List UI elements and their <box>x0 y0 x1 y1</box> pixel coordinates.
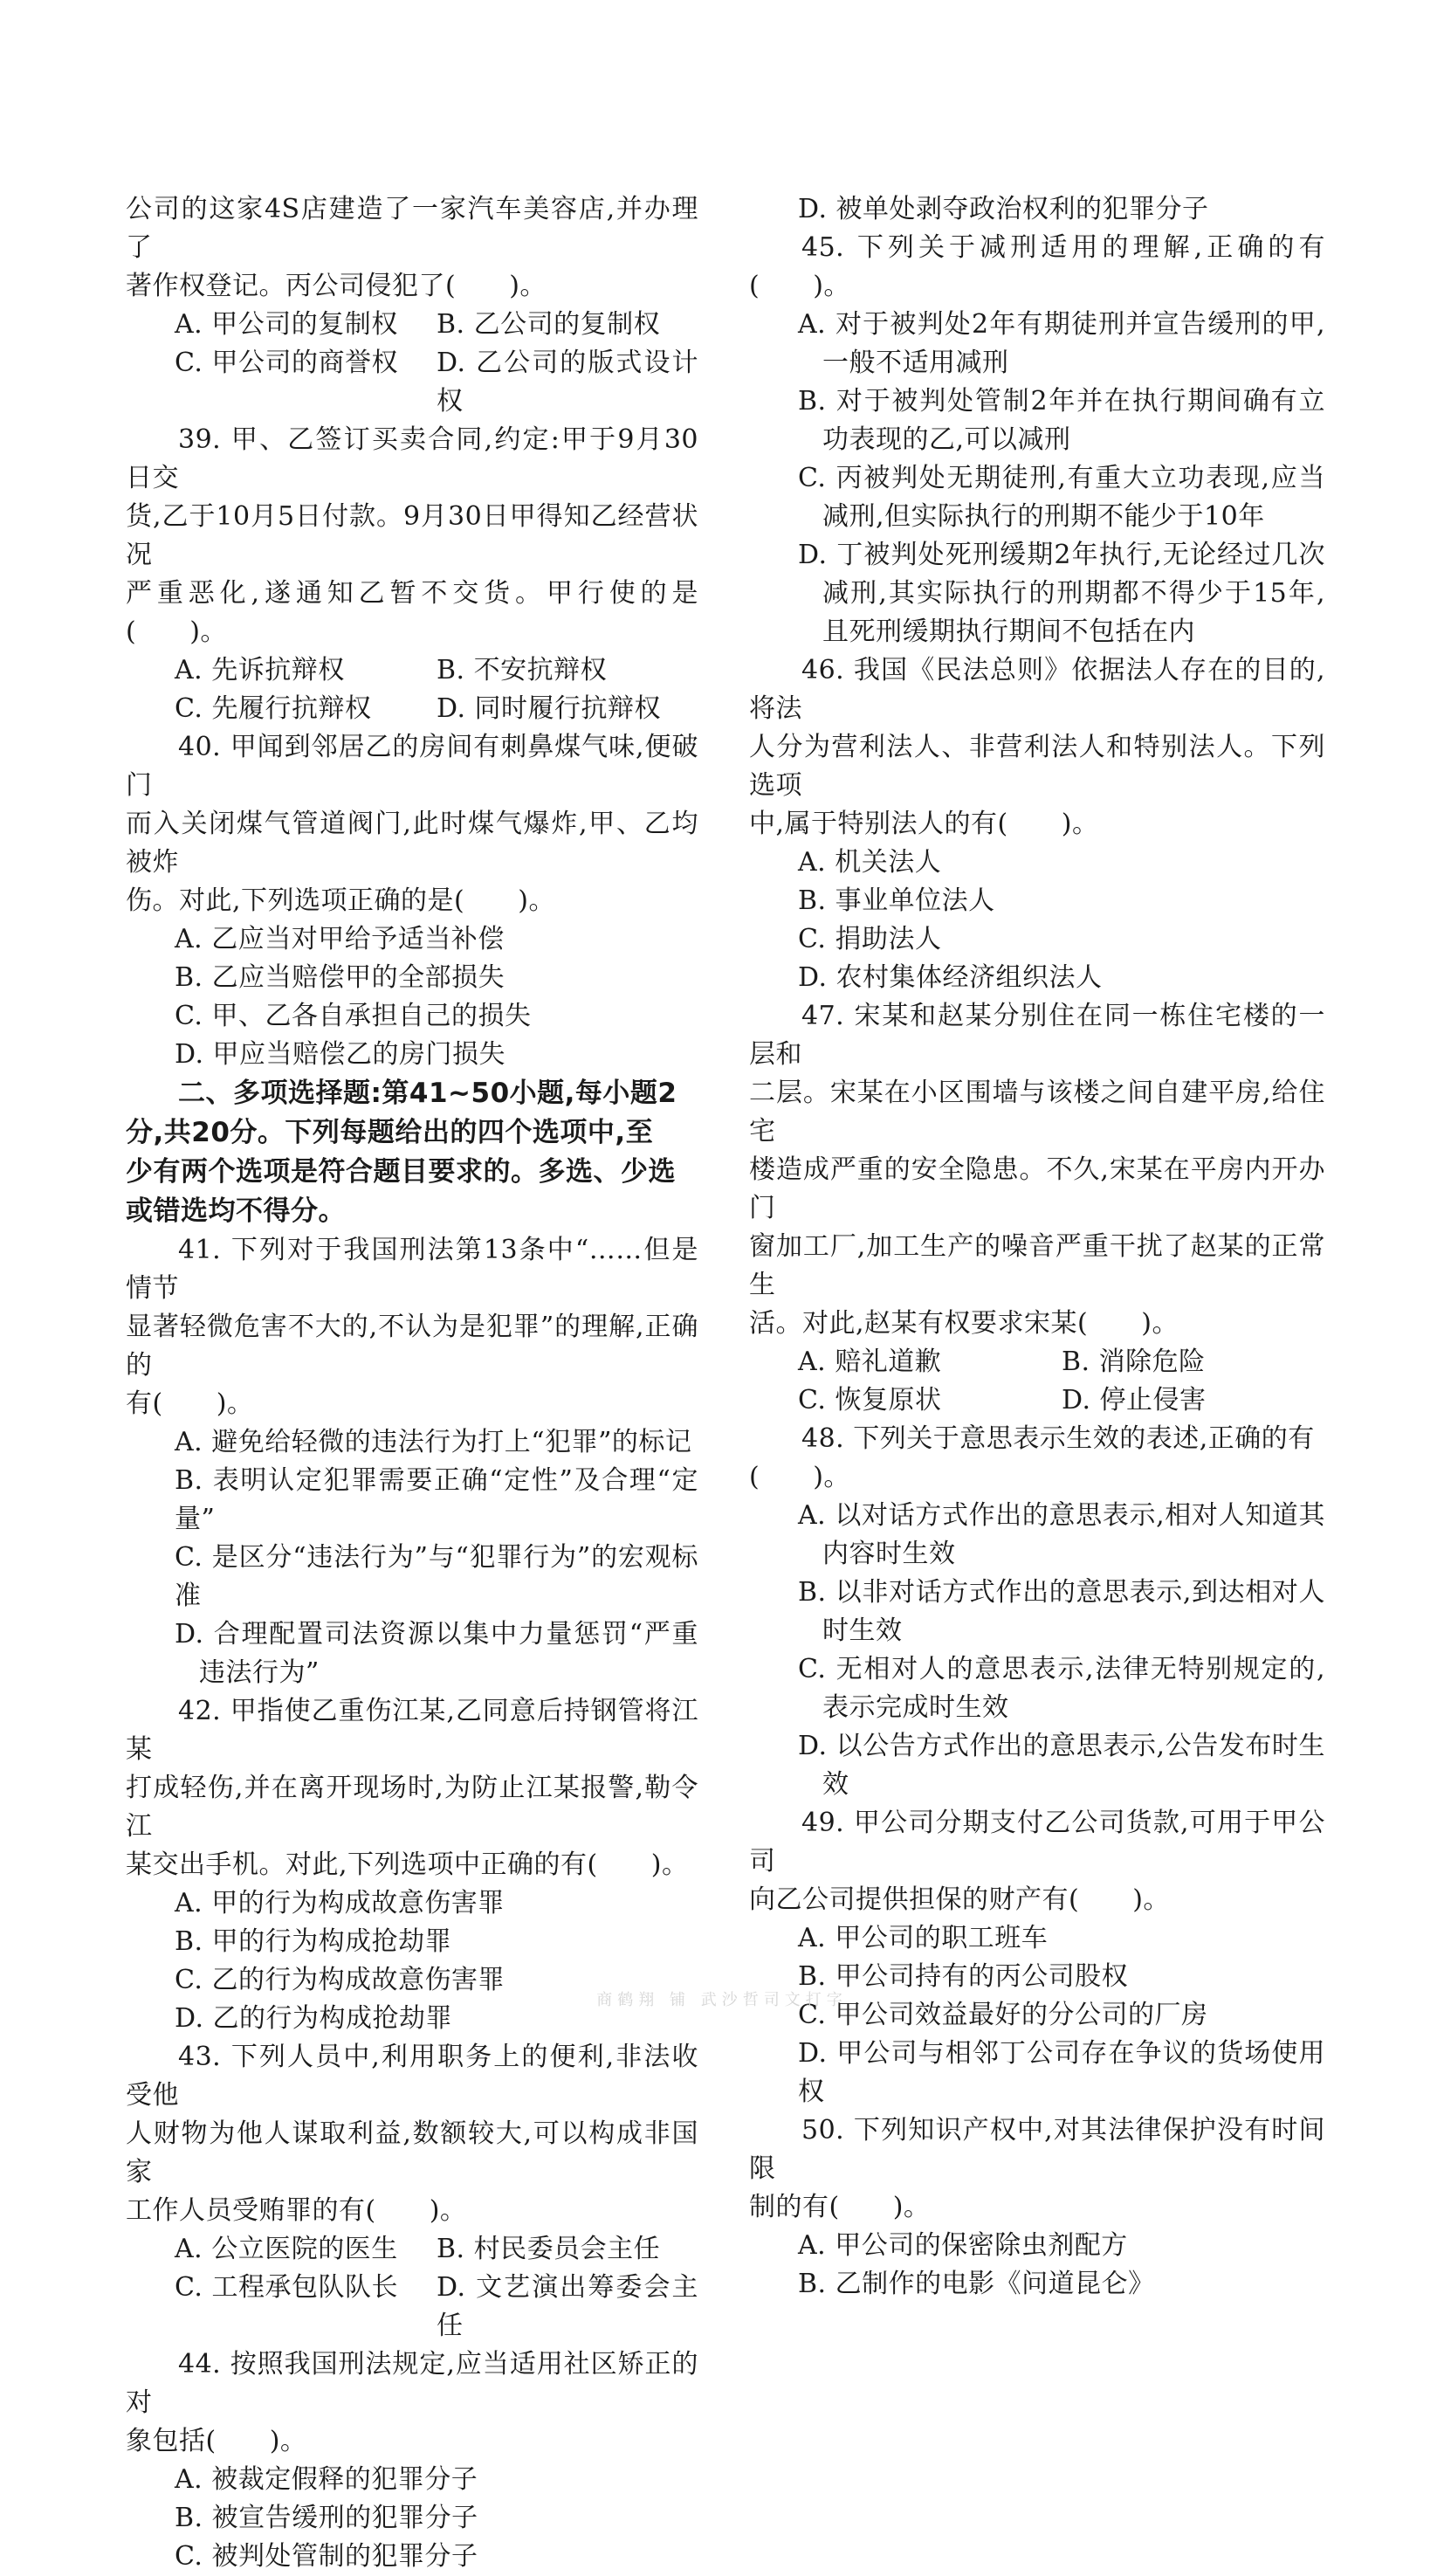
q47-option-c: C. 恢复原状 <box>798 1385 942 1415</box>
q43-line-2: 人财物为他人谋取利益,数额较大,可以构成非国家 <box>126 2118 698 2187</box>
q45-option-c: C. 丙被判处无期徒刑,有重大立功表现,应当减刑,但实际执行的刑期不能少于10年 <box>798 463 1325 532</box>
q39-option-c: C. 先履行抗辩权 <box>175 693 372 724</box>
q48-option-b: B. 以非对话方式作出的意思表示,到达相对人时生效 <box>798 1577 1325 1646</box>
q43-line-1: 43. 下列人员中,利用职务上的便利,非法收受他 <box>126 2042 698 2111</box>
q49-option-c: C. 甲公司效益最好的分公司的厂房 <box>798 2000 1208 2030</box>
q44-option-b: B. 被宣告缓刑的犯罪分子 <box>175 2503 478 2533</box>
q48-line-1: 48. 下列关于意思表示生效的表述,正确的有 <box>801 1423 1315 1454</box>
q44-option-c: C. 被判处管制的犯罪分子 <box>175 2541 478 2572</box>
q48-option-a: A. 以对话方式作出的意思表示,相对人知道其内容时生效 <box>798 1500 1325 1569</box>
q47-option-a: A. 赔礼道歉 <box>798 1347 942 1377</box>
q46-line-1: 46. 我国《民法总则》依据法人存在的目的,将法 <box>749 655 1325 724</box>
q38-options <box>126 306 698 421</box>
q40-option-b: B. 乙应当赔偿甲的全部损失 <box>175 962 505 993</box>
q40-line-2: 而入关闭煤气管道阀门,此时煤气爆炸,甲、乙均被炸 <box>126 809 698 878</box>
q41-option-a: A. 避免给轻微的违法行为打上“犯罪”的标记 <box>175 1427 692 1457</box>
q46-line-3: 中,属于特别法人的有( )。 <box>749 809 1099 839</box>
q45-option-b: B. 对于被判处管制2年并在执行期间确有立功表现的乙,可以减刑 <box>798 386 1325 455</box>
q50-option-b: B. 乙制作的电影《问道昆仑》 <box>798 2269 1155 2299</box>
q41-line-3: 有( )。 <box>126 1388 254 1419</box>
q42-line-3: 某交出手机。对此,下列选项中正确的有( )。 <box>126 1849 689 1880</box>
q49-line-1: 49. 甲公司分期支付乙公司货款,可用于甲公司 <box>749 1808 1325 1877</box>
q43-option-d: D. 文艺演出筹委会主任 <box>437 2272 698 2341</box>
q47-line-2: 二层。宋某在小区围墙与该楼之间自建平房,给住宅 <box>749 1078 1325 1147</box>
q48-option-d: D. 以公告方式作出的意思表示,公告发布时生效 <box>798 1731 1325 1800</box>
q41-option-b: B. 表明认定犯罪需要正确“定性”及合理“定量” <box>175 1465 698 1534</box>
q39-option-a: A. 先诉抗辩权 <box>175 655 345 685</box>
left-column <box>126 190 698 2576</box>
q46-option-a: A. 机关法人 <box>798 847 942 878</box>
q47-option-b: B. 消除危险 <box>1062 1347 1206 1377</box>
section-2-heading-line-2: 分,共20分。下列每题给出的四个选项中,至 <box>126 1117 654 1148</box>
q42-option-b: B. 甲的行为构成抢劫罪 <box>175 1926 452 1957</box>
q44-line-2: 象包括( )。 <box>126 2426 307 2456</box>
q40-line-1: 40. 甲闻到邻居乙的房间有刺鼻煤气味,便破门 <box>126 732 698 801</box>
q38-option-c: C. 甲公司的商誉权 <box>175 348 398 378</box>
q42-option-a: A. 甲的行为构成故意伤害罪 <box>175 1888 505 1918</box>
q49-line-2: 向乙公司提供担保的财产有( )。 <box>749 1884 1170 1915</box>
q42-option-d: D. 乙的行为构成抢劫罪 <box>175 2003 453 2034</box>
q44-line-1: 44. 按照我国刑法规定,应当适用社区矫正的对 <box>126 2349 698 2418</box>
q43-options <box>126 2230 698 2345</box>
q39-option-d: D. 同时履行抗辩权 <box>437 693 662 724</box>
q46-option-c: C. 捐助法人 <box>798 924 942 954</box>
q46-line-2: 人分为营利法人、非营利法人和特别法人。下列选项 <box>749 732 1325 801</box>
q43-option-c: C. 工程承包队队长 <box>175 2272 398 2303</box>
q39-options <box>126 651 698 728</box>
q43-option-a: A. 公立医院的医生 <box>175 2234 398 2264</box>
q38-option-a: A. 甲公司的复制权 <box>175 309 398 340</box>
q44-option-a: A. 被裁定假释的犯罪分子 <box>175 2464 478 2495</box>
q42-line-1: 42. 甲指使乙重伤江某,乙同意后持钢管将江某 <box>126 1696 698 1765</box>
q46-option-b: B. 事业单位法人 <box>798 885 995 916</box>
q49-option-b: B. 甲公司持有的丙公司股权 <box>798 1961 1129 1992</box>
q49-option-d: D. 甲公司与相邻丁公司存在争议的货场使用权 <box>798 2038 1325 2107</box>
q47-line-4: 窗加工厂,加工生产的噪音严重干扰了赵某的正常生 <box>749 1231 1325 1300</box>
section-2-heading-line-3: 少有两个选项是符合题目要求的。多选、少选 <box>126 1156 676 1188</box>
q39-line-1: 39. 甲、乙签订买卖合同,约定:甲于9月30日交 <box>126 424 698 493</box>
q49-option-a: A. 甲公司的职工班车 <box>798 1923 1049 1953</box>
q40-option-a: A. 乙应当对甲给予适当补偿 <box>175 924 505 954</box>
q48-option-c: C. 无相对人的意思表示,法律无特别规定的,表示完成时生效 <box>798 1654 1325 1723</box>
q47-line-5: 活。对此,赵某有权要求宋某( )。 <box>749 1308 1179 1339</box>
q43-option-b: B. 村民委员会主任 <box>437 2234 661 2264</box>
q50-line-2: 制的有( )。 <box>749 2192 931 2222</box>
q41-option-d: D. 合理配置司法资源以集中力量惩罚“严重违法行为” <box>175 1619 698 1688</box>
q40-line-3: 伤。对此,下列选项正确的是( )。 <box>126 885 555 916</box>
q38-option-d: D. 乙公司的版式设计权 <box>437 348 698 417</box>
q43-line-3: 工作人员受贿罪的有( )。 <box>126 2195 467 2226</box>
q38-tail-line-2: 著作权登记。丙公司侵犯了( )。 <box>126 271 547 301</box>
q41-line-1: 41. 下列对于我国刑法第13条中“……但是情节 <box>126 1235 698 1304</box>
page-footer-watermark: 商鹤翔 铺 武沙哲司文打字 <box>596 1991 848 2009</box>
section-2-heading-line-1: 二、多项选择题:第41~50小题,每小题2 <box>178 1078 677 1109</box>
q46-option-d: D. 农村集体经济组织法人 <box>798 962 1103 993</box>
q41-line-2: 显著轻微危害不大的,不认为是犯罪”的理解,正确的 <box>126 1312 698 1381</box>
q47-line-3: 楼造成严重的安全隐患。不久,宋某在平房内开办门 <box>749 1154 1325 1223</box>
q47-options <box>749 1343 1325 1420</box>
q38-tail-line-1: 公司的这家4S店建造了一家汽车美容店,并办理了 <box>126 194 698 263</box>
q42-line-2: 打成轻伤,并在离开现场时,为防止江某报警,勒令江 <box>126 1773 698 1842</box>
q47-option-d: D. 停止侵害 <box>1062 1385 1207 1415</box>
q38-option-b: B. 乙公司的复制权 <box>437 309 661 340</box>
q44-option-d: D. 被单处剥夺政治权利的犯罪分子 <box>798 194 1209 224</box>
q47-line-1: 47. 宋某和赵某分别住在同一栋住宅楼的一层和 <box>749 1001 1325 1070</box>
q39-line-2: 货,乙于10月5日付款。9月30日甲得知乙经营状况 <box>126 501 698 570</box>
q42-option-c: C. 乙的行为构成故意伤害罪 <box>175 1965 505 1995</box>
q39-line-3: 严重恶化,遂通知乙暂不交货。甲行使的是( )。 <box>126 578 698 647</box>
q50-line-1: 50. 下列知识产权中,对其法律保护没有时间限 <box>749 2115 1325 2184</box>
right-column <box>749 190 1325 2304</box>
q39-option-b: B. 不安抗辩权 <box>437 655 608 685</box>
q40-option-c: C. 甲、乙各自承担自己的损失 <box>175 1001 532 1031</box>
q41-option-c: C. 是区分“违法行为”与“犯罪行为”的宏观标准 <box>175 1542 698 1611</box>
q45-option-a: A. 对于被判处2年有期徒刑并宣告缓刑的甲,一般不适用减刑 <box>798 309 1325 378</box>
q48-line-2: ( )。 <box>749 1462 850 1492</box>
q45-line-1: 45. 下列关于减刑适用的理解,正确的有( )。 <box>749 232 1325 301</box>
q50-option-a: A. 甲公司的保密除虫剂配方 <box>798 2230 1128 2261</box>
q45-option-d: D. 丁被判处死刑缓期2年执行,无论经过几次减刑,其实际执行的刑期都不得少于15年,且死刑缓期执行期间不包括在内 <box>798 540 1325 647</box>
section-2-heading-line-4: 或错选均不得分。 <box>126 1195 346 1227</box>
q40-option-d: D. 甲应当赔偿乙的房门损失 <box>175 1039 506 1070</box>
